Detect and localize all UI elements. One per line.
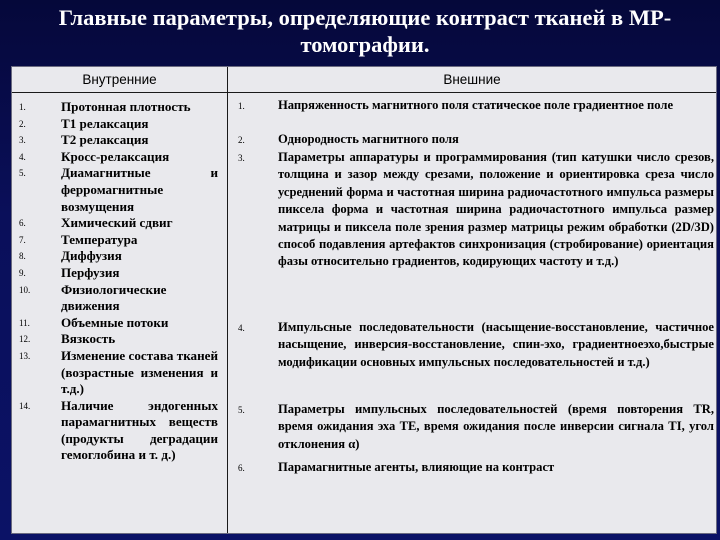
- item-text: Физиологические движения: [61, 281, 167, 314]
- internal-list: [12, 99, 227, 464]
- external-column: [228, 67, 716, 533]
- item-number: 2.: [19, 118, 26, 129]
- internal-item: [12, 149, 227, 166]
- item-text: Перфузия: [61, 264, 120, 280]
- item-number: 11.: [19, 317, 30, 328]
- item-number: 10.: [19, 284, 31, 295]
- item-number: 9.: [19, 267, 26, 278]
- item-number: 8.: [19, 251, 26, 262]
- external-item: [228, 401, 716, 453]
- item-text: Параметры аппаратуры и программирования (тип катушки число срезов, толщина и зазор между срезами, положение и ориентировка среза число усреднений форма и частотная ширина радиочастотного импульса размеры пиксела форма и частотная ширина радиочастотного импульса размер матрицы и пиксела поле зрения размер матрицы режим обработки (2D/3D) способ подавления артефактов синхронизация (стробирование) ориентация фазы относительно градиентов, кодирующих частоту и т.д.): [278, 150, 714, 269]
- item-number: 5.: [238, 405, 245, 415]
- item-number: 1.: [19, 102, 26, 112]
- parameters-table: [11, 66, 717, 534]
- external-item: [228, 131, 716, 148]
- item-number: 5.: [19, 168, 26, 179]
- item-text: Наличие эндогенных парамагнитных веществ (продукты деградации гемоглобина и т. д.): [61, 397, 218, 463]
- internal-item: [12, 116, 227, 133]
- item-text: Однородность магнитного поля: [278, 132, 459, 146]
- external-item: [228, 459, 716, 476]
- item-text: Напряженность магнитного поля статическое поле градиентное поле: [278, 98, 674, 112]
- internal-item: [12, 215, 227, 232]
- item-number: 12.: [19, 334, 31, 345]
- item-text: Импульсные последовательности (насыщение-восстановление, частичное насыщение, инверсия-восстановление, спин-эхо, градиентноеэхо,быстрые модификации основных импульсных последовательностей и т.д.): [278, 320, 714, 369]
- item-number: 6.: [19, 218, 26, 229]
- item-text: Изменение состава тканей (возрастные изменения и т.д.): [61, 347, 218, 397]
- item-number: 1.: [238, 101, 245, 111]
- item-number: 3.: [19, 135, 26, 146]
- item-number: 7.: [19, 234, 26, 245]
- internal-header: Внутренние: [12, 67, 227, 93]
- internal-item: [12, 398, 227, 464]
- internal-item: [12, 265, 227, 282]
- internal-item: [12, 165, 227, 215]
- internal-item: [12, 315, 227, 332]
- item-text: Кросс-релаксация: [61, 148, 170, 164]
- item-number: 6.: [238, 463, 245, 473]
- internal-item: [12, 331, 227, 348]
- item-text: Химический сдвиг: [61, 215, 173, 231]
- external-item: [228, 319, 716, 371]
- item-text: Т2 релаксация: [61, 132, 149, 148]
- item-text: Параметры импульсных последовательностей (время повторения TR, время ожидания эха TE, время ожидания после инверсии сигнала TI, угол отклонения α): [278, 402, 714, 451]
- internal-column: [12, 67, 228, 533]
- external-item: [228, 97, 716, 114]
- item-text: Температура: [61, 231, 138, 247]
- internal-item: [12, 248, 227, 265]
- internal-item: [12, 132, 227, 149]
- item-number: 14.: [19, 400, 31, 411]
- external-header: Внешние: [228, 67, 716, 93]
- item-text: Протонная плотность: [61, 99, 191, 114]
- internal-item: [12, 282, 227, 315]
- item-number: 13.: [19, 350, 31, 361]
- item-text: Объемные потоки: [61, 314, 169, 330]
- item-number: 2.: [238, 135, 245, 145]
- item-text: Парамагнитные агенты, влияющие на контраст: [278, 460, 555, 474]
- internal-item: [12, 348, 227, 398]
- item-text: Вязкость: [61, 331, 116, 347]
- item-text: Диффузия: [61, 248, 122, 264]
- item-number: 3.: [238, 153, 245, 163]
- internal-item: [12, 232, 227, 249]
- item-number: 4.: [238, 323, 245, 333]
- item-text: Диамагнитные и ферромагнитные возмущения: [61, 165, 218, 214]
- external-item: [228, 149, 716, 271]
- slide-title: Главные параметры, определяющие контраст тканей в МР-томографии.: [58, 5, 672, 57]
- internal-item: [12, 99, 227, 116]
- item-text: Т1 релаксация: [61, 115, 149, 131]
- item-number: 4.: [19, 151, 26, 162]
